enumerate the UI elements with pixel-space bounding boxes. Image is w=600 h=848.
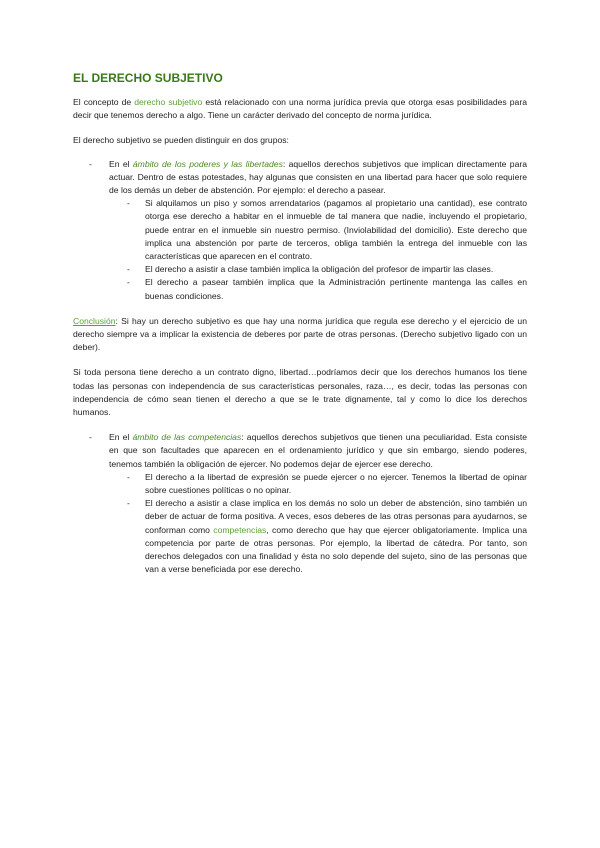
group2-paragraph [109, 431, 527, 471]
page-title: EL DERECHO SUBJETIVO [73, 71, 223, 85]
group1-subitem [109, 197, 527, 263]
group1-subitem-dash: - [127, 264, 130, 275]
group1-subitem-text: Si alquilamos un piso y somos arrendatarios (pagamos al propietario una cantidad), ese contrato otorga ese derecho a habitar en el inmueble de tal manera que nadie, incluyendo el propietario, puede entrar en el inmueble sin nuestro permiso. (Inviolabilidad del domicilio). Este derecho que implica una abstención por parte de terceros, obliga también la entrega del inmueble con las características que aparecen en el contrato. [145, 198, 527, 262]
group2-subitem-text [145, 497, 527, 576]
intro-paragraph [73, 96, 527, 122]
group2-subitem [109, 497, 527, 576]
group1-subitem-dash: - [127, 277, 130, 288]
group2-dash: - [89, 432, 92, 443]
intro-post: está relacionado con una norma jurídica previa que otorga esas posibilidades para decir que tenemos derecho a algo. Tiene un carácter derivado del concepto de norma jurídica. [73, 97, 527, 121]
group2-term: ámbito de las competencias [132, 432, 242, 443]
conclusion-text: : Si hay un derecho subjetivo es que hay una norma jurídica que regula ese derecho y el ejercicio de un derecho siempre va a implicar la existencia de deberes por parte de otras personas. (Derecho subjetivo ligado con un deber). [73, 315, 527, 353]
contract-paragraph: Si toda persona tiene derecho a un contrato digno, libertad…podríamos decir que los derechos humanos los tiene todas las personas con independencia de sus características personales, raza…, es decir, todas las personas con independencia de cómo sean tienen el derecho a que se le trate dignamente, tal y como lo dice los derechos humanos. [73, 367, 527, 418]
group2-subitem-pre: El derecho a asistir a clase implica en los demás no solo un deber de abstención, sino también un deber de actuar de forma positiva. A veces, esos deberes de las otras personas para ayudarnos, se conforman como [145, 498, 527, 535]
group2-subitem [109, 471, 527, 497]
group2-subitem-post: , como derecho que hay que ejercer obligatoriamente. Implica una competencia por parte de otras personas. Por ejemplo, la libertad de cátedra. Por tanto, son derechos delegados con una finalidad y ésta no solo depende del sujeto, sino de las personas que van a verse beneficiada por ese derecho. [145, 524, 527, 575]
group1-subitem [109, 276, 527, 302]
group2-subitem-dash: - [127, 471, 130, 482]
group1-dash: - [89, 158, 92, 169]
conclusion-paragraph [73, 315, 527, 355]
competencias-term: competencias [213, 524, 267, 535]
group1-paragraph [109, 158, 527, 198]
group1-subitem [109, 263, 527, 276]
group1-pre: En el [109, 158, 133, 169]
group1-list-item [73, 158, 527, 303]
document-content [73, 70, 527, 577]
group1-subitem-text: El derecho a asistir a clase también implica la obligación del profesor de impartir las clases. [145, 264, 494, 275]
group2-list-item [73, 431, 527, 576]
groups-intro-paragraph: El derecho subjetivo se pueden distinguir en dos grupos: [73, 135, 289, 146]
intro-term: derecho subjetivo [134, 97, 203, 107]
intro-pre: El concepto de [73, 97, 135, 107]
group2-pre: En el [109, 432, 133, 443]
group2-post: : aquellos derechos subjetivos que tienen una peculiaridad. Esta consiste en que son facultades que aparecen en el ordenamiento jurídico y que sin embargo, siendo poderes, tenemos también la obligación de ejercer. No podemos dejar de ejercer ese derecho. [109, 432, 528, 469]
group1-post: : aquellos derechos subjetivos que implican directamente para actuar. Dentro de estas potestades, hay algunas que consisten en una libertad para hacer que solo requiere de los demás un deber de abstención. Por ejemplo: el derecho a pasear. [109, 158, 527, 196]
group1-subitem-dash: - [127, 198, 130, 209]
group1-subitem-text: El derecho a pasear también implica que la Administración pertinente mantenga las calles en buenas condiciones. [145, 277, 527, 301]
group1-term: ámbito de los poderes y las libertades [132, 158, 283, 169]
group2-subitem-text: El derecho a la libertad de expresión se puede ejercer o no ejercer. Tenemos la libertad de opinar sobre cuestiones políticas o no opinar. [145, 471, 527, 496]
conclusion-label: Conclusión [73, 315, 116, 326]
group2-subitem-dash: - [127, 498, 130, 509]
